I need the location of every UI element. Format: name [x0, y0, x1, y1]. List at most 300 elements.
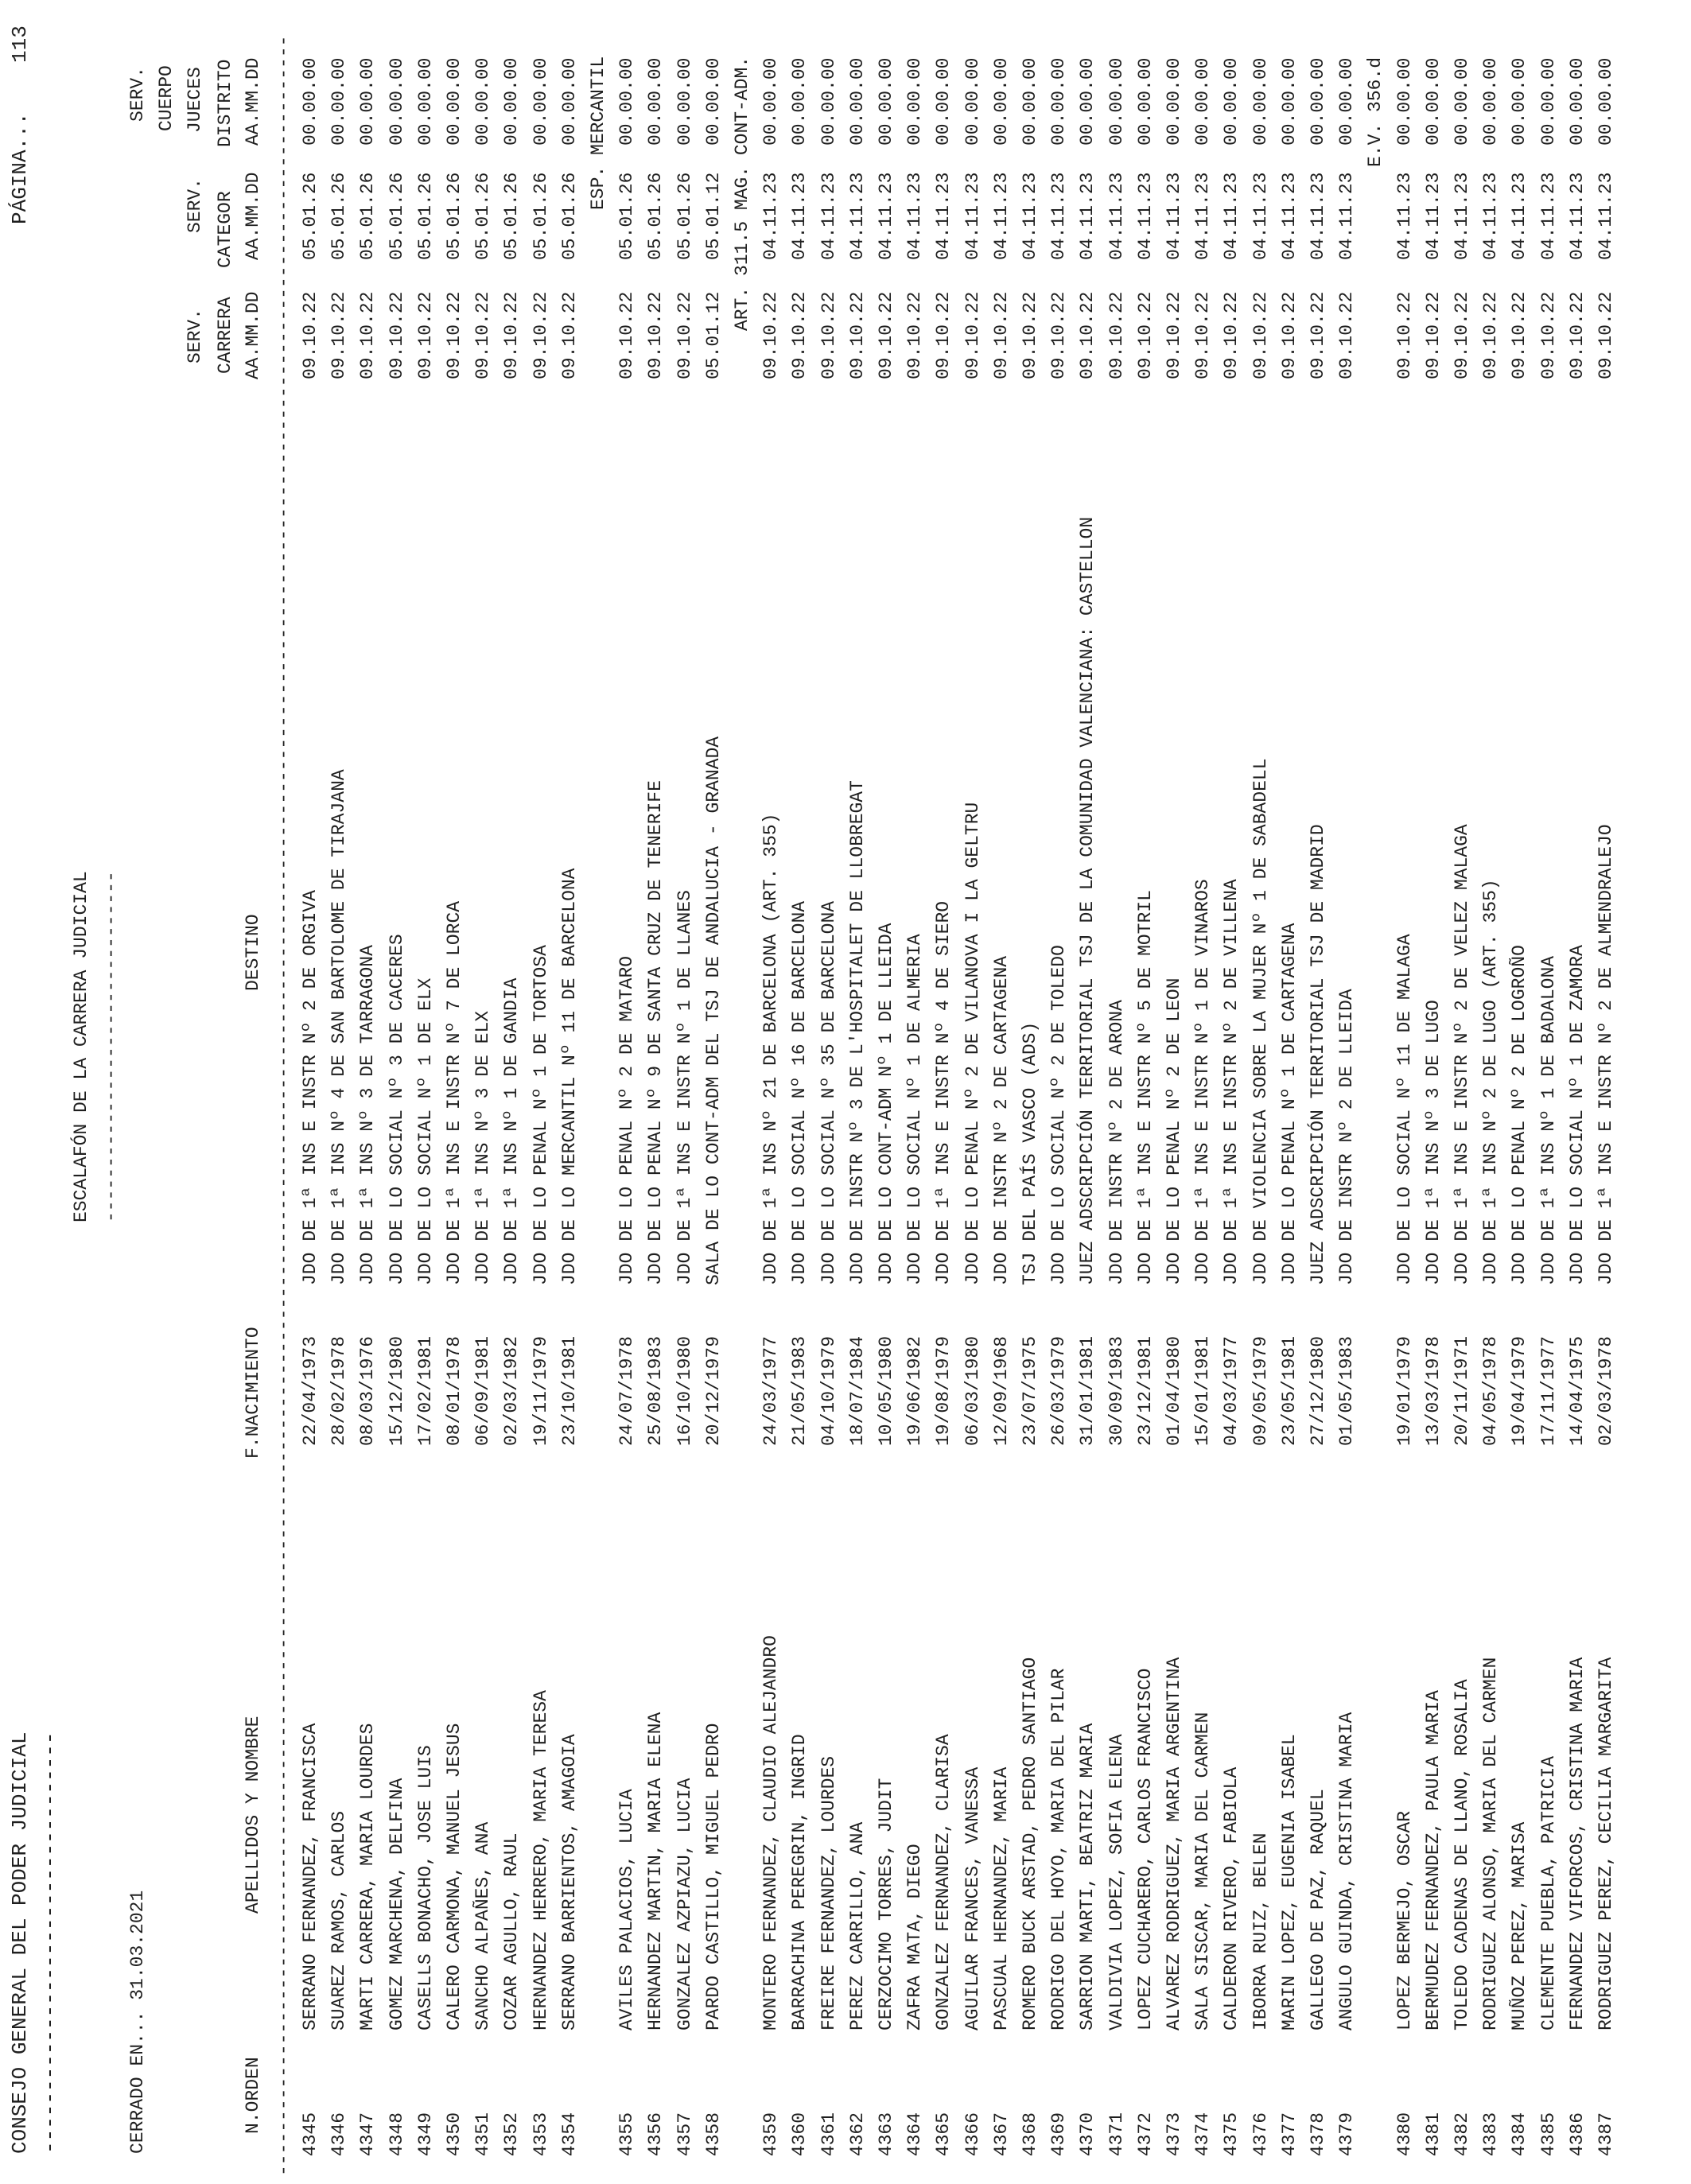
serv-categor-cell: 05.01.26 — [415, 172, 436, 260]
serv-jueces-cell: 00.00.00 — [300, 57, 321, 146]
name-cell: RODRIGUEZ PEREZ, CECILIA MARGARITA — [1596, 1657, 1616, 2030]
birthdate-cell: 28/02/1978 — [328, 1335, 349, 1446]
name-cell: COZAR AGULLO, RAUL — [501, 1832, 522, 2030]
destination-cell: JDO DE 1ª INS Nº 21 DE BARCELONA (ART. 355) — [760, 813, 781, 1285]
destination-cell: JDO DE LO SOCIAL Nº 1 DE ALMERIA — [904, 934, 925, 1285]
report-title-underline: -------------------------------- — [101, 871, 122, 1222]
serv-carrera-cell: 09.10.22 — [645, 291, 666, 379]
col-header-jueces-cuerpo: CUERPO — [156, 65, 177, 131]
name-cell: CLEMENTE PUEBLA, PATRICIA — [1538, 1755, 1559, 2030]
order-number: 4365 — [933, 2112, 954, 2157]
serv-carrera-cell: 09.10.22 — [616, 291, 637, 379]
serv-jueces-cell: 00.00.00 — [1480, 57, 1501, 146]
serv-carrera-cell: 09.10.22 — [1423, 291, 1444, 379]
annotation-line — [589, 0, 616, 2184]
order-number: 4382 — [1452, 2112, 1472, 2157]
serv-jueces-cell: 00.00.00 — [444, 57, 465, 146]
serv-categor-cell: 04.11.23 — [1596, 172, 1616, 260]
order-number: 4383 — [1480, 2112, 1501, 2157]
table-row — [618, 0, 645, 2184]
name-cell: LOPEZ BERMEJO, OSCAR — [1394, 1810, 1415, 2030]
name-cell: GONZALEZ FERNANDEZ, CLARISA — [933, 1734, 954, 2030]
serv-carrera-cell: 09.10.22 — [904, 291, 925, 379]
table-row — [1252, 0, 1279, 2184]
name-cell: FERNANDEZ VIFORCOS, CRISTINA MARIA — [1567, 1657, 1588, 2030]
serv-carrera-cell: 09.10.22 — [1336, 291, 1357, 379]
table-separator-line — [275, 0, 302, 2184]
destination-cell: JDO DE LO SOCIAL Nº 1 DE ELX — [415, 977, 436, 1285]
serv-categor-cell: 04.11.23 — [1164, 172, 1184, 260]
destination-cell: JDO DE INSTR Nº 3 DE L'HOSPITALET DE LLOBREGAT — [847, 780, 868, 1285]
serv-jueces-cell: 00.00.00 — [1509, 57, 1530, 146]
serv-carrera-cell: 09.10.22 — [1452, 291, 1472, 379]
serv-jueces-cell: 00.00.00 — [472, 57, 493, 146]
serv-carrera-cell: 09.10.22 — [387, 291, 407, 379]
name-cell: SUAREZ RAMOS, CARLOS — [328, 1810, 349, 2030]
serv-jueces-cell: 00.00.00 — [904, 57, 925, 146]
serv-carrera-cell: 09.10.22 — [818, 291, 839, 379]
page-label: PÁGINA... — [8, 112, 32, 224]
order-number: 4360 — [789, 2112, 810, 2157]
birthdate-cell: 20/11/1971 — [1452, 1335, 1472, 1446]
order-number: 4348 — [387, 2112, 407, 2157]
serv-jueces-cell: 00.00.00 — [616, 57, 637, 146]
serv-carrera-cell: 09.10.22 — [1596, 291, 1616, 379]
birthdate-cell: 27/12/1980 — [1308, 1335, 1328, 1446]
name-cell: GONZALEZ AZPIAZU, LUCIA — [674, 1778, 695, 2030]
name-cell: ALVAREZ RODRIGUEZ, MARIA ARGENTINA — [1164, 1657, 1184, 2030]
serv-jueces-cell: 00.00.00 — [1567, 57, 1588, 146]
birthdate-cell: 14/04/1975 — [1567, 1335, 1588, 1446]
order-number: 4352 — [501, 2112, 522, 2157]
serv-jueces-cell: 00.00.00 — [1106, 57, 1127, 146]
destination-cell: JDO DE INSTR Nº 2 DE ARONA — [1106, 1000, 1127, 1285]
birthdate-cell: 06/03/1980 — [962, 1335, 983, 1446]
order-number: 4378 — [1308, 2112, 1328, 2157]
order-number: 4347 — [357, 2112, 378, 2157]
serv-carrera-cell: 09.10.22 — [328, 291, 349, 379]
table-row — [561, 0, 588, 2184]
serv-categor-cell: 04.11.23 — [904, 172, 925, 260]
annotation-line — [1366, 0, 1394, 2184]
birthdate-cell: 19/08/1979 — [933, 1335, 954, 1446]
order-number: 4379 — [1336, 2112, 1357, 2157]
order-number: 4354 — [559, 2112, 580, 2157]
serv-jueces-cell: 00.00.00 — [1077, 57, 1098, 146]
birthdate-cell: 19/04/1979 — [1509, 1335, 1530, 1446]
serv-jueces-cell: 00.00.00 — [1221, 57, 1242, 146]
serv-categor-cell: 04.11.23 — [1538, 172, 1559, 260]
birthdate-cell: 19/06/1982 — [904, 1335, 925, 1446]
order-number: 4387 — [1596, 2112, 1616, 2157]
serv-carrera-cell: 09.10.22 — [1308, 291, 1328, 379]
table-row — [474, 0, 501, 2184]
serv-categor-cell: 04.11.23 — [1394, 172, 1415, 260]
destination-cell: JDO DE 1ª INS Nº 3 DE LUGO — [1423, 1000, 1444, 1285]
destination-cell: JDO DE 1ª INS Nº 4 DE SAN BARTOLOME DE TIRAJANA — [328, 769, 349, 1285]
serv-categor-cell: 04.11.23 — [1106, 172, 1127, 260]
order-number: 4373 — [1164, 2112, 1184, 2157]
birthdate-cell: 18/07/1984 — [847, 1335, 868, 1446]
col-header-line-main — [244, 0, 271, 2184]
col-header-carrera-aammdd: AA.MM.DD — [243, 291, 263, 379]
serv-categor-cell: 04.11.23 — [1279, 172, 1300, 260]
serv-jueces-cell: 00.00.00 — [1538, 57, 1559, 146]
table-row — [1281, 0, 1308, 2184]
birthdate-cell: 09/05/1979 — [1250, 1335, 1271, 1446]
order-number: 4372 — [1135, 2112, 1156, 2157]
serv-jueces-cell: 00.00.00 — [1394, 57, 1415, 146]
serv-categor-cell: 04.11.23 — [1423, 172, 1444, 260]
order-number: 4364 — [904, 2112, 925, 2157]
order-number: 4369 — [1048, 2112, 1069, 2157]
destination-cell: JDO DE LO PENAL Nº 9 DE SANTA CRUZ DE TENERIFE — [645, 780, 666, 1285]
table-row — [1597, 0, 1624, 2184]
order-number: 4362 — [847, 2112, 868, 2157]
serv-jueces-cell: 00.00.00 — [1423, 57, 1444, 146]
table-row — [964, 0, 991, 2184]
col-header-jueces-distrito: DISTRITO — [215, 59, 235, 147]
report-title: ESCALAFÓN DE LA CARRERA JUDICIAL — [71, 871, 91, 1222]
name-cell: HERNANDEZ HERRERO, MARIA TERESA — [531, 1690, 551, 2030]
destination-cell: JDO DE INSTR Nº 2 DE CARTAGENA — [991, 955, 1012, 1285]
order-number: 4349 — [415, 2112, 436, 2157]
name-cell: MUÑOZ PEREZ, MARISA — [1509, 1821, 1530, 2030]
order-number: 4356 — [645, 2112, 666, 2157]
serv-categor-cell: 05.01.26 — [645, 172, 666, 260]
destination-cell: JDO DE LO SOCIAL Nº 3 DE CACERES — [387, 934, 407, 1285]
destination-cell: JDO DE 1ª INS E INSTR Nº 7 DE LORCA — [444, 900, 465, 1285]
serv-carrera-cell: 09.10.22 — [531, 291, 551, 379]
name-cell: PEREZ CARRILLO, ANA — [847, 1821, 868, 2030]
table-row — [417, 0, 444, 2184]
col-header-line-serv — [186, 0, 213, 2184]
order-number: 4385 — [1538, 2112, 1559, 2157]
serv-carrera-cell: 09.10.22 — [501, 291, 522, 379]
name-cell: CALERO CARMONA, MANUEL JESUS — [444, 1723, 465, 2030]
col-header-line-cuerpo — [157, 0, 185, 2184]
birthdate-cell: 19/01/1979 — [1394, 1335, 1415, 1446]
order-number: 4374 — [1192, 2112, 1213, 2157]
table-row — [1079, 0, 1106, 2184]
order-number: 4381 — [1423, 2112, 1444, 2157]
serv-jueces-cell: 00.00.00 — [991, 57, 1012, 146]
table-row — [935, 0, 962, 2184]
order-number: 4346 — [328, 2112, 349, 2157]
destination-cell: JDO DE LO PENAL Nº 2 DE LEON — [1164, 977, 1184, 1285]
table-row — [388, 0, 415, 2184]
birthdate-cell: 04/03/1977 — [1221, 1335, 1242, 1446]
table-row — [445, 0, 472, 2184]
serv-categor-cell: 04.11.23 — [876, 172, 896, 260]
order-number: 4371 — [1106, 2112, 1127, 2157]
col-header-categor-label: CATEGOR — [215, 191, 235, 268]
order-number: 4350 — [444, 2112, 465, 2157]
serv-jueces-cell: 00.00.00 — [387, 57, 407, 146]
birthdate-cell: 10/05/1980 — [876, 1335, 896, 1446]
name-cell: LOPEZ CUCHARERO, CARLOS FRANCISCO — [1135, 1668, 1156, 2030]
serv-categor-cell: 05.01.26 — [501, 172, 522, 260]
header-line-2 — [40, 0, 67, 2184]
destination-cell: JDO DE 1ª INS Nº 1 DE GANDIA — [501, 977, 522, 1285]
name-cell: SALA SISCAR, MARIA DEL CARMEN — [1192, 1712, 1213, 2030]
birthdate-cell: 01/04/1980 — [1164, 1335, 1184, 1446]
closed-date: CERRADO EN... 31.03.2021 — [127, 1890, 148, 2154]
destination-cell: JDO DE 1ª INS E INSTR Nº 2 DE ALMENDRALEJO — [1596, 824, 1616, 1285]
serv-carrera-cell: 09.10.22 — [559, 291, 580, 379]
serv-jueces-cell: 00.00.00 — [1308, 57, 1328, 146]
col-header-line-groups — [216, 0, 243, 2184]
table-row — [532, 0, 559, 2184]
serv-categor-cell: 04.11.23 — [1221, 172, 1242, 260]
serv-jueces-cell: 00.00.00 — [760, 57, 781, 146]
table-row — [1021, 0, 1048, 2184]
destination-cell: JDO DE LO PENAL Nº 2 DE MATARO — [616, 955, 637, 1285]
name-cell: AGUILAR FRANCES, VANESSA — [962, 1766, 983, 2030]
name-cell: GOMEZ MARCHENA, DELFINA — [387, 1778, 407, 2030]
destination-cell: JDO DE 1ª INS Nº 3 DE TARRAGONA — [357, 945, 378, 1285]
birthdate-cell: 17/11/1977 — [1538, 1335, 1559, 1446]
birthdate-cell: 02/03/1982 — [501, 1335, 522, 1446]
serv-carrera-cell: 09.10.22 — [1164, 291, 1184, 379]
serv-carrera-cell: 09.10.22 — [472, 291, 493, 379]
birthdate-cell: 30/09/1983 — [1106, 1335, 1127, 1446]
table-row — [1050, 0, 1077, 2184]
report-title-underline-line — [103, 0, 130, 2184]
destination-cell: JDO DE LO PENAL Nº 1 DE CARTAGENA — [1279, 923, 1300, 1285]
serv-categor-cell: 05.01.26 — [357, 172, 378, 260]
destination-cell: JDO DE 1ª INS Nº 3 DE ELX — [472, 1010, 493, 1285]
closed-date-line — [129, 0, 156, 2184]
serv-jueces-cell: 00.00.00 — [1192, 57, 1213, 146]
name-cell: ZAFRA MATA, DIEGO — [904, 1844, 925, 2030]
serv-carrera-cell: 05.01.12 — [703, 291, 724, 379]
serv-carrera-cell: 09.10.22 — [876, 291, 896, 379]
table-row — [791, 0, 818, 2184]
table-row — [1137, 0, 1164, 2184]
destination-cell: TSJ DEL PAÍS VASCO (ADS) — [1020, 1021, 1040, 1285]
table-row — [762, 0, 789, 2184]
serv-jueces-cell: 00.00.00 — [1596, 57, 1616, 146]
serv-categor-cell: 04.11.23 — [1135, 172, 1156, 260]
serv-jueces-cell: 00.00.00 — [645, 57, 666, 146]
birthdate-cell: 13/03/1978 — [1423, 1335, 1444, 1446]
serv-categor-cell: 04.11.23 — [1048, 172, 1069, 260]
serv-categor-cell: 05.01.26 — [559, 172, 580, 260]
org-underline: ---------------------------------- — [38, 1731, 62, 2154]
serv-jueces-cell: 00.00.00 — [1135, 57, 1156, 146]
order-number: 4351 — [472, 2112, 493, 2157]
name-cell: AVILES PALACIOS, LUCIA — [616, 1789, 637, 2030]
col-header-jueces-serv: SERV. — [127, 66, 148, 122]
birthdate-cell: 17/02/1981 — [415, 1335, 436, 1446]
table-row — [1569, 0, 1596, 2184]
serv-categor-cell: 04.11.23 — [1192, 172, 1213, 260]
serv-jueces-cell: 00.00.00 — [876, 57, 896, 146]
table-row — [1309, 0, 1336, 2184]
serv-categor-cell: 04.11.23 — [1020, 172, 1040, 260]
table-row — [1510, 0, 1537, 2184]
serv-carrera-cell: 09.10.22 — [1279, 291, 1300, 379]
name-cell: GALLEGO DE PAZ, RAQUEL — [1308, 1789, 1328, 2030]
order-number: 4375 — [1221, 2112, 1242, 2157]
birthdate-cell: 15/01/1981 — [1192, 1335, 1213, 1446]
name-cell: MARTI CARRERA, MARIA LOURDES — [357, 1723, 378, 2030]
serv-carrera-cell: 09.10.22 — [444, 291, 465, 379]
serv-jueces-cell: 00.00.00 — [501, 57, 522, 146]
destination-cell: JDO DE 1ª INS E INSTR Nº 5 DE MOTRIL — [1135, 890, 1156, 1285]
table-row — [1540, 0, 1567, 2184]
serv-jueces-cell: 00.00.00 — [415, 57, 436, 146]
serv-carrera-cell: 09.10.22 — [674, 291, 695, 379]
serv-jueces-cell: 00.00.00 — [1279, 57, 1300, 146]
name-cell: ROMERO BUCK ARSTAD, PEDRO SANTIAGO — [1020, 1657, 1040, 2030]
serv-carrera-cell: 09.10.22 — [933, 291, 954, 379]
report-title-line — [72, 0, 99, 2184]
birthdate-cell: 19/11/1979 — [531, 1335, 551, 1446]
name-cell: CERZOCIMO TORRES, JUDIT — [876, 1778, 896, 2030]
table-row — [1396, 0, 1423, 2184]
birthdate-cell: 21/05/1983 — [789, 1335, 810, 1446]
name-cell: SERRANO BARRIENTOS, AMAGOIA — [559, 1734, 580, 2030]
birthdate-cell: 24/07/1978 — [616, 1335, 637, 1446]
name-cell: PASCUAL HERNANDEZ, MARIA — [991, 1766, 1012, 2030]
serv-jueces-cell: 00.00.00 — [962, 57, 983, 146]
serv-categor-cell: 04.11.23 — [1077, 172, 1098, 260]
annotation-text: E.V. 356.d — [1365, 56, 1386, 167]
serv-carrera-cell: 09.10.22 — [1020, 291, 1040, 379]
serv-carrera-cell: 09.10.22 — [1048, 291, 1069, 379]
serv-jueces-cell: 00.00.00 — [703, 57, 724, 146]
destination-cell: JDO DE LO CONT-ADM Nº 1 DE LLEIDA — [876, 923, 896, 1285]
serv-categor-cell: 04.11.23 — [1452, 172, 1472, 260]
destination-cell: JDO DE 1ª INS E INSTR Nº 1 DE LLANES — [674, 890, 695, 1285]
destination-cell: JDO DE 1ª INS E INSTR Nº 4 DE SIERO — [933, 900, 954, 1285]
name-cell: CASELLS BONACHO, JOSE LUIS — [415, 1745, 436, 2030]
serv-categor-cell: 04.11.23 — [789, 172, 810, 260]
name-cell: PARDO CASTILLO, MIGUEL PEDRO — [703, 1723, 724, 2030]
serv-jueces-cell: 00.00.00 — [847, 57, 868, 146]
serv-categor-cell: 05.01.12 — [703, 172, 724, 260]
serv-carrera-cell: 09.10.22 — [357, 291, 378, 379]
serv-carrera-cell: 09.10.22 — [760, 291, 781, 379]
serv-categor-cell: 04.11.23 — [760, 172, 781, 260]
table-row — [647, 0, 674, 2184]
order-number: 4357 — [674, 2112, 695, 2157]
serv-categor-cell: 04.11.23 — [962, 172, 983, 260]
destination-cell: JDO DE LO SOCIAL Nº 16 DE BARCELONA — [789, 900, 810, 1285]
birthdate-cell: 02/03/1978 — [1596, 1335, 1616, 1446]
birthdate-cell: 01/05/1983 — [1336, 1335, 1357, 1446]
table-row — [1194, 0, 1221, 2184]
birthdate-cell: 12/09/1968 — [991, 1335, 1012, 1446]
serv-categor-cell: 05.01.26 — [328, 172, 349, 260]
order-number: 4368 — [1020, 2112, 1040, 2157]
serv-categor-cell: 04.11.23 — [1480, 172, 1501, 260]
name-cell: MARIN LOPEZ, EUGENIA ISABEL — [1279, 1734, 1300, 2030]
annotation-text: ART. 311.5 MAG. CONT-ADM. — [732, 56, 752, 331]
serv-carrera-cell: 09.10.22 — [1509, 291, 1530, 379]
name-cell: MONTERO FERNANDEZ, CLAUDIO ALEJANDRO — [760, 1635, 781, 2030]
table-row — [849, 0, 876, 2184]
birthdate-cell: 23/05/1981 — [1279, 1335, 1300, 1446]
birthdate-cell: 23/12/1981 — [1135, 1335, 1156, 1446]
col-header-carrera-label: CARRERA — [215, 297, 235, 374]
table-row — [906, 0, 933, 2184]
birthdate-cell: 06/09/1981 — [472, 1335, 493, 1446]
table-row — [1223, 0, 1250, 2184]
birthdate-cell: 22/04/1973 — [300, 1335, 321, 1446]
birthdate-cell: 24/03/1977 — [760, 1335, 781, 1446]
serv-jueces-cell: 00.00.00 — [559, 57, 580, 146]
birthdate-cell: 04/10/1979 — [818, 1335, 839, 1446]
name-cell: SERRANO FERNANDEZ, FRANCISCA — [300, 1723, 321, 2030]
serv-carrera-cell: 09.10.22 — [789, 291, 810, 379]
destination-cell: JDO DE 1ª INS E INSTR Nº 2 DE VILLENA — [1221, 879, 1242, 1285]
name-cell: ANGULO GUINDA, CRISTINA MARIA — [1336, 1712, 1357, 2030]
name-cell: FREIRE FERNANDEZ, LOURDES — [818, 1755, 839, 2030]
destination-cell: JDO DE VIOLENCIA SOBRE LA MUJER Nº 1 DE SABADELL — [1250, 758, 1271, 1285]
serv-carrera-cell: 09.10.22 — [1135, 291, 1156, 379]
serv-categor-cell: 04.11.23 — [1308, 172, 1328, 260]
serv-carrera-cell: 09.10.22 — [1394, 291, 1415, 379]
destination-cell: JDO DE 1ª INS E INSTR Nº 2 DE VELEZ MALAGA — [1452, 824, 1472, 1285]
order-number: 4353 — [531, 2112, 551, 2157]
name-cell: BARRACHINA PEREGRIN, INGRID — [789, 1734, 810, 2030]
order-number: 4358 — [703, 2112, 724, 2157]
birthdate-cell: 25/08/1983 — [645, 1335, 666, 1446]
order-number: 4359 — [760, 2112, 781, 2157]
table-row — [1482, 0, 1509, 2184]
serv-categor-cell: 05.01.26 — [300, 172, 321, 260]
order-number: 4384 — [1509, 2112, 1530, 2157]
table-row — [877, 0, 904, 2184]
serv-jueces-cell: 00.00.00 — [1048, 57, 1069, 146]
order-number: 4366 — [962, 2112, 983, 2157]
serv-categor-cell: 05.01.26 — [616, 172, 637, 260]
table-row — [1425, 0, 1452, 2184]
header-line-1 — [10, 0, 37, 2184]
name-cell: SANCHO ALPAÑES, ANA — [472, 1821, 493, 2030]
serv-jueces-cell: 00.00.00 — [1452, 57, 1472, 146]
col-header-f-nacimiento: F.NACIMIENTO — [243, 1327, 263, 1459]
serv-jueces-cell: 00.00.00 — [1250, 57, 1271, 146]
annotation-line — [733, 0, 760, 2184]
table-row — [1165, 0, 1192, 2184]
order-number: 4355 — [616, 2112, 637, 2157]
destination-cell: JDO DE LO SOCIAL Nº 11 DE MALAGA — [1394, 934, 1415, 1285]
col-header-carrera-serv: SERV. — [185, 308, 205, 363]
order-number: 4386 — [1567, 2112, 1588, 2157]
serv-jueces-cell: 00.00.00 — [674, 57, 695, 146]
serv-carrera-cell: 09.10.22 — [1538, 291, 1559, 379]
name-cell: BERMUDEZ FERNANDEZ, PAULA MARIA — [1423, 1690, 1444, 2030]
birthdate-cell: 15/12/1980 — [387, 1335, 407, 1446]
serv-carrera-cell: 09.10.22 — [1250, 291, 1271, 379]
destination-cell: JDO DE LO PENAL Nº 2 DE LOGROÑO — [1509, 945, 1530, 1285]
table-row — [705, 0, 732, 2184]
name-cell: IBORRA RUIZ, BELEN — [1250, 1832, 1271, 2030]
birthdate-cell: 16/10/1980 — [674, 1335, 695, 1446]
order-number: 4370 — [1077, 2112, 1098, 2157]
serv-carrera-cell: 09.10.22 — [1106, 291, 1127, 379]
col-header-categor-serv: SERV. — [185, 177, 205, 233]
table-row — [820, 0, 847, 2184]
destination-cell: JDO DE 1ª INS Nº 1 DE BADALONA — [1538, 955, 1559, 1285]
serv-categor-cell: 04.11.23 — [847, 172, 868, 260]
serv-jueces-cell: 00.00.00 — [328, 57, 349, 146]
serv-jueces-cell: 00.00.00 — [789, 57, 810, 146]
